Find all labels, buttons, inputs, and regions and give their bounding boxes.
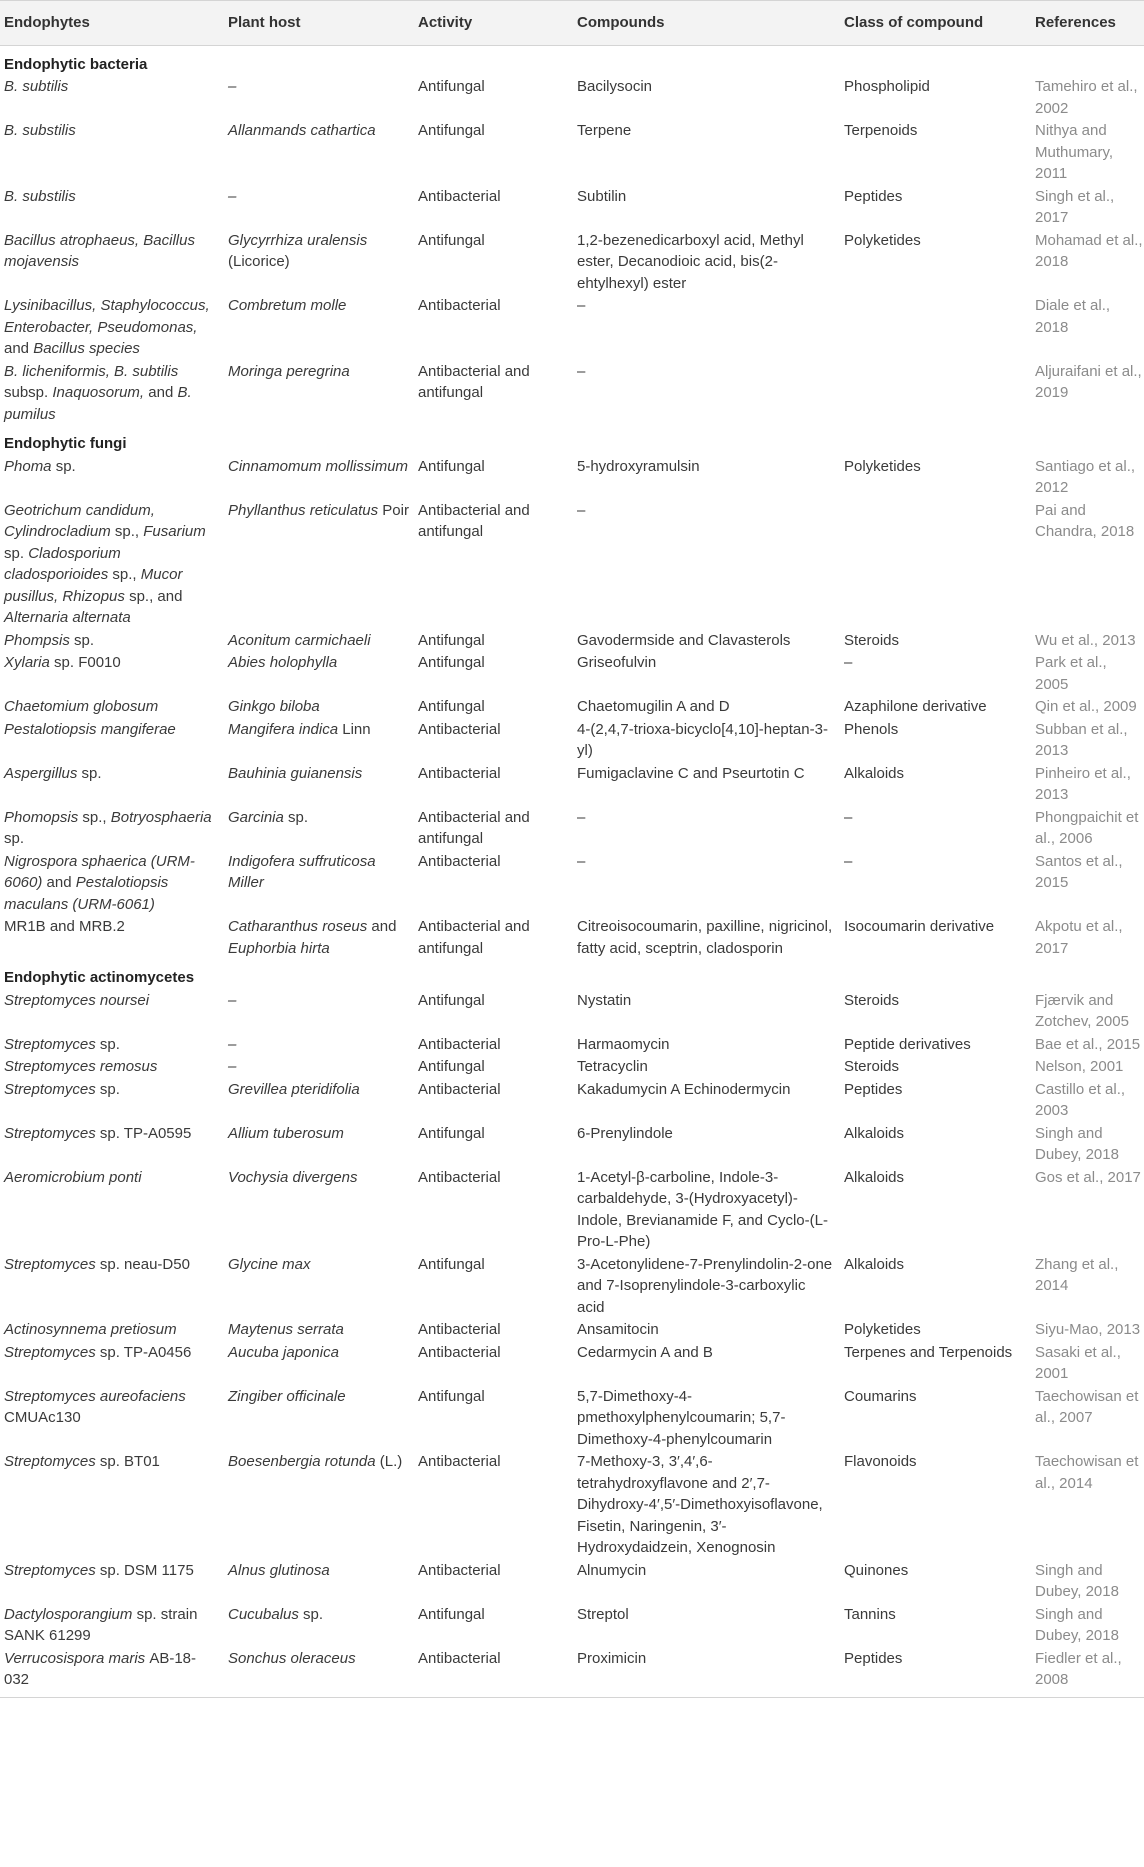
class-cell: Peptide derivatives: [844, 1035, 971, 1053]
table-row: [0, 1341, 1144, 1385]
table-row: [0, 1318, 1144, 1341]
endophyte-sp: sp.: [81, 764, 102, 782]
compounds-cell: Subtilin: [577, 187, 627, 205]
activity-cell: Antifungal: [418, 1387, 485, 1405]
endophyte-name: Dactylosporangium: [4, 1605, 133, 1623]
host-cell: Alnus glutinosa: [228, 1561, 330, 1579]
endophyte-name: Bacillus species: [33, 340, 140, 357]
endophyte-name: Streptomyces: [4, 1343, 96, 1361]
reference-cell: Wu et al., 2013: [1035, 631, 1136, 649]
endophyte-cell: [0, 1385, 224, 1451]
activity-cell: Antibacterial and antifungal: [418, 918, 530, 957]
compounds-cell: 3-Acetonylidene-7-Prenylindolin-2-one and 7-Isoprenylindole-3-carboxylic acid: [577, 1255, 833, 1316]
host-cell: Combretum molle: [228, 297, 347, 314]
endophyte-name: Streptomyces: [4, 1561, 96, 1579]
reference-cell: Siyu-Mao, 2013: [1035, 1321, 1141, 1338]
table-row: [0, 499, 1144, 629]
endophyte-name: Streptomyces: [4, 1124, 96, 1142]
class-cell: Polyketides: [844, 457, 921, 475]
class-cell: Terpenes and Terpenoids: [844, 1343, 1013, 1361]
endophyte-cell: [0, 806, 224, 850]
table-row: [0, 762, 1144, 806]
endophyte-strain: sp. strain SANK 61299: [4, 1605, 198, 1644]
host-cell: Allium tuberosum: [228, 1124, 344, 1142]
compounds-cell: Fumigaclavine C and Pseurtotin C: [577, 764, 805, 782]
compounds-cell: Proximicin: [573, 1647, 840, 1698]
host-cell: [224, 806, 414, 850]
compounds-cell: 6-Prenylindole: [577, 1124, 673, 1142]
host-note: (Licorice): [228, 253, 290, 270]
reference-cell: Nelson, 2001: [1035, 1058, 1124, 1075]
host-name: Garcinia: [228, 808, 284, 826]
table-row: [0, 1122, 1144, 1166]
reference-cell: Fiedler et al., 2008: [1031, 1647, 1144, 1698]
endophyte-cell: [0, 1253, 224, 1319]
reference-cell: Taechowisan et al., 2007: [1035, 1387, 1139, 1426]
header-compounds: Compounds: [573, 1, 840, 46]
endophyte-name: Alternaria alternata: [4, 609, 131, 626]
class-cell: Alkaloids: [844, 1168, 905, 1186]
class-cell: Steroids: [844, 631, 900, 649]
class-cell: Polyketides: [844, 1321, 921, 1338]
compounds-cell: Ansamitocin: [577, 1321, 659, 1338]
host-note: (L.): [379, 1453, 403, 1470]
endophyte-cell: [0, 762, 224, 806]
compounds-cell: Chaetomugilin A and D: [577, 698, 730, 715]
host-cell: Moringa peregrina: [228, 362, 350, 380]
endophyte-strain: CMUAc130: [4, 1409, 81, 1426]
endophyte-sp: sp.: [74, 631, 95, 649]
activity-cell: Antifungal: [418, 631, 485, 649]
host-cell: [224, 1603, 414, 1647]
section-row: [0, 959, 1144, 989]
endophyte-name: Inaquosorum,: [52, 384, 145, 401]
compounds-cell: 5-hydroxyramulsin: [577, 457, 700, 475]
endophyte-name: Phomopsis: [4, 808, 79, 826]
reference-cell: Tamehiro et al., 2002: [1035, 78, 1138, 117]
endophyte-strain: sp. BT01: [99, 1453, 160, 1470]
class-cell: [840, 499, 1031, 629]
endophyte-cell: [0, 294, 224, 360]
reference-cell: Zhang et al., 2014: [1035, 1255, 1119, 1294]
host-cell: [224, 718, 414, 762]
table-row: [0, 1647, 1144, 1698]
class-cell: Terpenoids: [844, 122, 918, 139]
table-row: [0, 806, 1144, 850]
class-cell: Steroids: [844, 1058, 900, 1075]
host-cell: Aconitum carmichaeli: [228, 631, 371, 649]
endophyte-name: Cladosporium cladosporioides: [4, 544, 121, 583]
activity-cell: Antifungal: [418, 78, 485, 95]
class-cell: –: [844, 852, 853, 870]
reference-cell: Bae et al., 2015: [1035, 1035, 1141, 1053]
table-row: [0, 1033, 1144, 1056]
compounds-cell: Streptol: [577, 1605, 629, 1623]
table-row: [0, 75, 1144, 119]
host-cell: [224, 229, 414, 295]
activity-cell: Antibacterial and antifungal: [418, 808, 530, 847]
header-row: [0, 1, 1144, 46]
endophyte-name: Streptomyces: [4, 1035, 96, 1053]
endophyte-cell: MR1B and MRB.2: [4, 918, 125, 935]
endophyte-cell: [0, 499, 224, 629]
host-name: Glycyrrhiza uralensis: [228, 231, 368, 249]
activity-cell: Antifungal: [418, 1124, 485, 1142]
compounds-cell: 4-(2,4,7-trioxa-bicyclo[4,10]-heptan-3-yl): [577, 720, 828, 759]
host-cell: Aucuba japonica: [228, 1343, 339, 1361]
compounds-cell: –: [577, 362, 586, 380]
host-cell: [224, 850, 414, 916]
reference-cell: Pai and Chandra, 2018: [1035, 501, 1135, 540]
host-cell: –: [228, 991, 237, 1009]
class-cell: Polyketides: [844, 231, 921, 249]
activity-cell: Antifungal: [418, 1605, 485, 1623]
table-row: [0, 294, 1144, 360]
class-cell: Tannins: [844, 1605, 896, 1623]
reference-cell: Subban et al., 2013: [1035, 720, 1128, 759]
host-note: Linn: [338, 720, 371, 738]
header-references: References: [1031, 1, 1144, 46]
table-row: [0, 119, 1144, 185]
class-cell: Phenols: [844, 720, 899, 738]
reference-cell: Singh and Dubey, 2018: [1035, 1561, 1119, 1600]
table-row: [0, 1603, 1144, 1647]
table-row: [0, 695, 1144, 718]
activity-cell: Antifungal: [418, 122, 485, 139]
activity-cell: Antibacterial: [418, 1168, 501, 1186]
endophyte-cell: [0, 1647, 224, 1698]
section-bacteria: Endophytic bacteria: [4, 55, 148, 73]
class-cell: [840, 360, 1031, 426]
class-cell: Alkaloids: [844, 1124, 905, 1142]
activity-cell: Antifungal: [418, 1255, 485, 1273]
reference-cell: Sasaki et al., 2001: [1035, 1343, 1121, 1382]
class-cell: Quinones: [844, 1561, 909, 1579]
endophyte-cell: Streptomyces remosus: [4, 1058, 158, 1075]
reference-cell: Mohamad et al., 2018: [1035, 231, 1143, 270]
compounds-cell: Kakadumycin A Echinodermycin: [577, 1080, 791, 1098]
reference-cell: Phongpaichit et al., 2006: [1035, 808, 1139, 847]
class-cell: Peptides: [844, 187, 903, 205]
endophyte-cell: B. substilis: [4, 187, 76, 205]
endophyte-joiner: and: [46, 874, 72, 891]
activity-cell: Antibacterial: [418, 1343, 501, 1361]
endophyte-strain: AB-18-032: [4, 1649, 197, 1688]
activity-cell: Antifungal: [418, 457, 485, 475]
reference-cell: Pinheiro et al., 2013: [1035, 764, 1131, 803]
endophyte-name: Botryosphaeria: [110, 808, 212, 826]
table-row: [0, 989, 1144, 1033]
host-cell: Ginkgo biloba: [228, 698, 320, 715]
endophyte-joiner: and: [148, 384, 174, 401]
endophyte-strain: sp. F0010: [54, 654, 121, 671]
table-row: [0, 629, 1144, 652]
endophyte-name: Nigrospora sphaerica (URM-6060): [4, 852, 195, 891]
activity-cell: Antifungal: [418, 231, 485, 249]
table-row: [0, 1166, 1144, 1253]
compounds-cell: Bacilysocin: [577, 78, 653, 95]
host-cell: Bauhinia guianensis: [228, 764, 363, 782]
compounds-cell: 1-Acetyl-β-carboline, Indole-3-carbaldehyde, 3-(Hydroxyacetyl)-Indole, Brevianamide F, and Cyclo-(L-Pro-L-Phe): [577, 1168, 828, 1250]
endophyte-cell: [0, 629, 224, 652]
host-name: Indigofera suffruticosa: [228, 852, 376, 870]
endophyte-cell: Pestalotiopsis mangiferae: [4, 720, 176, 738]
endophyte-cell: [0, 850, 224, 916]
section-row: [0, 45, 1144, 75]
endophyte-cell: [0, 360, 224, 426]
host-cell: Grevillea pteridifolia: [228, 1080, 360, 1098]
header-endophytes: Endophytes: [0, 1, 224, 46]
endophyte-sp: sp.: [99, 1080, 120, 1098]
section-fungi: Endophytic fungi: [4, 435, 127, 452]
class-cell: Isocoumarin derivative: [844, 918, 995, 935]
endophyte-cell: [0, 1033, 224, 1056]
endophyte-name: B. pumilus: [4, 384, 192, 423]
header-activity: Activity: [414, 1, 573, 46]
endophyte-cell: Aeromicrobium ponti: [4, 1168, 142, 1186]
endophyte-sp: sp.: [4, 544, 25, 562]
section-actinomycetes: Endophytic actinomycetes: [4, 969, 195, 986]
endophyte-cell: Streptomyces noursei: [4, 991, 150, 1009]
host-name: Mangifera indica: [228, 720, 339, 738]
compounds-cell: Cedarmycin A and B: [577, 1343, 713, 1361]
reference-cell: Castillo et al., 2003: [1035, 1080, 1126, 1119]
endophyte-cell: B. subtilis: [4, 78, 69, 95]
activity-cell: Antibacterial: [418, 720, 501, 738]
activity-cell: Antibacterial and antifungal: [418, 362, 530, 401]
endophyte-name: Xylaria: [4, 654, 50, 671]
endophyte-sp: sp.,: [82, 808, 107, 826]
endophyte-name: Streptomyces: [4, 1080, 96, 1098]
host-cell: Abies holophylla: [228, 654, 338, 671]
reference-cell: Qin et al., 2009: [1035, 698, 1137, 715]
compounds-cell: Terpene: [577, 122, 632, 139]
reference-cell: Diale et al., 2018: [1035, 297, 1111, 336]
endophyte-sp: sp.: [4, 830, 25, 847]
endophyte-name: Bacillus atrophaeus: [4, 231, 135, 249]
activity-cell: Antibacterial: [418, 852, 501, 870]
reference-cell: Singh et al., 2017: [1035, 187, 1115, 226]
table-row: [0, 915, 1144, 959]
host-cell: –: [228, 78, 237, 95]
endophyte-cell: [0, 1341, 224, 1385]
table-row: [0, 455, 1144, 499]
table-row: [0, 850, 1144, 916]
host-name: Phyllanthus reticulatus: [228, 501, 379, 519]
endophyte-name: Mucor pusillus, Rhizopus: [4, 566, 183, 605]
endophyte-sp: sp.,: [114, 523, 140, 540]
host-cell: [224, 915, 414, 959]
endophyte-cell: Bacillus atrophaeus, Bacillus mojavensis: [4, 231, 195, 270]
compounds-cell: Gavodermside and Clavasterols: [577, 631, 791, 649]
compounds-cell: –: [577, 852, 586, 870]
activity-cell: Antibacterial: [414, 1647, 573, 1698]
host-note: sp.: [283, 808, 309, 826]
class-cell: Alkaloids: [844, 1255, 905, 1273]
endophyte-subsp: subsp.: [4, 384, 49, 401]
table-row: [0, 1055, 1144, 1078]
class-cell: Phospholipid: [844, 78, 930, 95]
host-note: Poir: [382, 501, 409, 519]
class-cell: Azaphilone derivative: [844, 698, 987, 715]
class-cell: [840, 294, 1031, 360]
host-cell: –: [228, 187, 237, 205]
activity-cell: Antifungal: [418, 698, 485, 715]
table-row: [0, 1450, 1144, 1559]
host-cell: Glycine max: [228, 1255, 311, 1273]
endophyte-cell: [0, 1450, 224, 1559]
header-plant-host: Plant host: [224, 1, 414, 46]
host-cell: Allanmands cathartica: [228, 122, 376, 139]
header-class: Class of compound: [840, 1, 1031, 46]
endophyte-name: Pestalotiopsis maculans (URM-6061): [4, 874, 169, 913]
endophyte-cell: [0, 1603, 224, 1647]
table-row: [0, 1078, 1144, 1122]
host-name: Boesenbergia rotunda: [228, 1453, 376, 1470]
activity-cell: Antibacterial: [418, 1080, 501, 1098]
endophyte-strain: sp. neau-D50: [99, 1255, 190, 1273]
reference-cell: Singh and Dubey, 2018: [1035, 1124, 1119, 1163]
endophyte-sp: sp.: [99, 1035, 120, 1053]
reference-cell: Santos et al., 2015: [1035, 852, 1123, 891]
host-name: Euphorbia hirta: [228, 939, 330, 957]
endophyte-cell: Actinosynnema pretiosum: [4, 1321, 177, 1338]
endophyte-cell: [0, 651, 224, 695]
endophyte-name: Streptomyces aureofaciens: [4, 1387, 186, 1405]
host-note: sp.: [298, 1605, 324, 1623]
endophyte-name: Phoma: [4, 457, 52, 475]
reference-cell: Park et al., 2005: [1035, 654, 1107, 693]
activity-cell: Antibacterial and antifungal: [418, 501, 530, 540]
endophyte-name: Phompsis: [4, 631, 70, 649]
host-cell: Cinnamomum mollissimum: [228, 457, 409, 475]
host-cell: Sonchus oleraceus: [224, 1647, 414, 1698]
endophyte-sp: sp.,: [112, 566, 137, 583]
class-cell: Peptides: [840, 1647, 1031, 1698]
activity-cell: Antibacterial: [418, 1321, 501, 1338]
endophyte-name: Fusarium: [143, 523, 206, 540]
host-cell: –: [228, 1035, 237, 1053]
host-cell: Zingiber officinale: [228, 1387, 346, 1405]
compounds-cell: 1,2-bezenedicarboxyl acid, Methyl ester, Decanodioic acid, bis(2-ehtylhexyl) ester: [577, 231, 804, 292]
class-cell: Alkaloids: [844, 764, 905, 782]
endophyte-name: Geotrichum candidum, Cylindrocladium: [4, 501, 155, 540]
endophyte-name: Verrucosispora maris: [4, 1649, 146, 1667]
host-name: Catharanthus roseus: [228, 918, 368, 935]
endophyte-cell: Chaetomium globosum: [4, 698, 159, 715]
host-cell: [224, 1450, 414, 1559]
endophyte-name: Streptomyces: [4, 1453, 96, 1470]
class-cell: –: [844, 808, 853, 826]
compounds-cell: Citreoisocoumarin, paxilline, nigricinol, fatty acid, sceptrin, cladosporin: [577, 918, 833, 957]
endophyte-name: B. licheniformis, B. subtilis: [4, 362, 179, 380]
activity-cell: Antifungal: [418, 991, 485, 1009]
section-row: [0, 425, 1144, 455]
compounds-cell: Alnumycin: [577, 1561, 647, 1579]
compounds-cell: Griseofulvin: [577, 654, 657, 671]
endophyte-sp: sp., and: [129, 587, 183, 605]
reference-cell: Fjærvik and Zotchev, 2005: [1035, 991, 1129, 1030]
table-row: [0, 360, 1144, 426]
class-cell: –: [844, 654, 853, 671]
endophyte-strain: sp. TP-A0456: [99, 1343, 192, 1361]
class-cell: Steroids: [844, 991, 900, 1009]
table-row: [0, 718, 1144, 762]
reference-cell: Nithya and Muthumary, 2011: [1035, 122, 1114, 182]
activity-cell: Antifungal: [418, 654, 485, 671]
activity-cell: Antifungal: [418, 1058, 485, 1075]
endophyte-cell: [0, 1078, 224, 1122]
compounds-cell: Harmaomycin: [577, 1035, 670, 1053]
host-joiner: and: [367, 918, 397, 935]
host-cell: [224, 499, 414, 629]
host-name: Cucubalus: [228, 1605, 299, 1623]
activity-cell: Antibacterial: [418, 1035, 501, 1053]
reference-cell: Taechowisan et al., 2014: [1035, 1453, 1139, 1492]
reference-cell: Gos et al., 2017: [1035, 1168, 1141, 1186]
endophyte-strain: sp. TP-A0595: [99, 1124, 192, 1142]
table-row: [0, 185, 1144, 229]
class-cell: Coumarins: [844, 1387, 917, 1405]
compounds-cell: –: [577, 808, 586, 826]
class-cell: Peptides: [844, 1080, 903, 1098]
endophyte-cell: [0, 1559, 224, 1603]
host-cell: Maytenus serrata: [228, 1321, 344, 1338]
reference-cell: Akpotu et al., 2017: [1035, 918, 1123, 957]
endophyte-name: Aspergillus: [4, 764, 78, 782]
table-row: [0, 1385, 1144, 1451]
activity-cell: Antibacterial: [418, 764, 501, 782]
table-row: [0, 1559, 1144, 1603]
endophyte-cell: [0, 1122, 224, 1166]
endophyte-name: Lysinibacillus, Staphylococcus, Enterobacter, Pseudomonas,: [4, 297, 210, 336]
compounds-cell: 5,7-Dimethoxy-4-pmethoxylphenylcoumarin; 5,7-Dimethoxy-4-phenylcoumarin: [577, 1387, 786, 1448]
activity-cell: Antibacterial: [418, 297, 501, 314]
compounds-cell: 7-Methoxy-3, 3′,4′,6-tetrahydroxyflavone and 2′,7-Dihydroxy-4′,5′-Dimethoxyisoflavone, Fisetin, Naringenin, 3′-Hydroxydaidzein, Xenognosin: [577, 1453, 823, 1556]
compounds-cell: Tetracyclin: [577, 1058, 648, 1075]
class-cell: Flavonoids: [844, 1453, 917, 1470]
endophyte-joiner: and: [4, 340, 34, 357]
compounds-cell: –: [577, 501, 586, 519]
activity-cell: Antibacterial: [418, 1561, 501, 1579]
reference-cell: Santiago et al., 2012: [1035, 457, 1136, 496]
table-row: [0, 1253, 1144, 1319]
activity-cell: Antibacterial: [418, 187, 501, 205]
table-row: [0, 229, 1144, 295]
table-row: [0, 651, 1144, 695]
host-name: Miller: [228, 874, 264, 891]
compounds-cell: –: [577, 297, 586, 314]
endophyte-name: Bacillus mojavensis: [4, 231, 195, 270]
host-cell: Vochysia divergens: [228, 1168, 358, 1186]
endophyte-sp: sp.: [55, 457, 76, 475]
reference-cell: Aljuraifani et al., 2019: [1035, 362, 1142, 401]
endophyte-strain: sp. DSM 1175: [99, 1561, 194, 1579]
reference-cell: Singh and Dubey, 2018: [1035, 1605, 1119, 1644]
endophyte-cell: [0, 455, 224, 499]
compounds-cell: Nystatin: [577, 991, 632, 1009]
endophyte-cell: B. substilis: [4, 122, 76, 139]
endophyte-name: Streptomyces: [4, 1255, 96, 1273]
host-cell: –: [228, 1058, 237, 1075]
activity-cell: Antibacterial: [418, 1453, 501, 1470]
